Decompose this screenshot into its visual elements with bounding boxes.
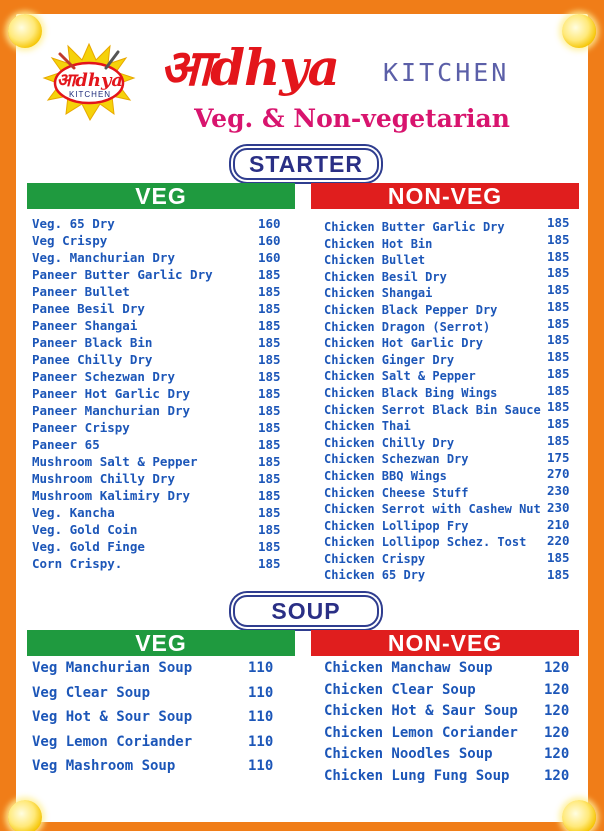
menu-item <box>324 452 564 469</box>
menu-item <box>32 454 284 471</box>
item-name: Chicken Crispy <box>324 551 426 566</box>
item-price: 160 <box>258 233 281 248</box>
item-name: Paneer Black Bin <box>32 335 153 350</box>
item-name: Chicken Black Bing Wings <box>324 385 498 400</box>
item-name: Paneer Crispy <box>32 420 130 435</box>
menu-item <box>32 685 284 710</box>
menu-item <box>32 660 284 685</box>
brand-name: आdhya <box>160 38 339 97</box>
menu-item <box>324 369 564 386</box>
item-price-row <box>547 249 577 266</box>
item-price: 220 <box>547 533 570 549</box>
menu-item <box>32 352 284 369</box>
item-price: 185 <box>258 522 281 537</box>
menu-item <box>32 471 284 488</box>
light-bulb-top-right <box>562 14 596 48</box>
light-bulb-top-left <box>8 14 42 48</box>
item-name: Veg. 65 Dry <box>32 216 115 231</box>
menu-item <box>324 535 564 552</box>
item-name: Chicken Manchaw Soup <box>324 660 493 676</box>
item-price: 175 <box>547 449 570 465</box>
menu-subtitle: Veg. & Non-vegetarian <box>194 104 510 133</box>
item-price-row <box>547 299 577 316</box>
item-name: Chicken Thai <box>324 419 411 434</box>
item-name: Chicken Salt & Pepper <box>324 369 476 384</box>
veg-header-soup: VEG <box>27 630 295 656</box>
item-price: 210 <box>547 516 570 532</box>
item-name: Paneer Schezwan Dry <box>32 369 175 384</box>
item-price: 185 <box>258 301 281 316</box>
nonveg-starter-prices <box>547 215 577 584</box>
item-name: Veg Crispy <box>32 233 108 248</box>
menu-item <box>32 539 284 556</box>
item-price-row <box>547 265 577 282</box>
item-name: Paneer Shangai <box>32 318 138 333</box>
menu-item <box>324 469 564 486</box>
menu-item <box>32 233 284 250</box>
item-name: Mushroom Salt & Pepper <box>32 454 198 469</box>
item-name: Panee Besil Dry <box>32 301 145 316</box>
item-name: Veg. Kancha <box>32 505 115 520</box>
item-name: Veg Clear Soup <box>32 684 151 701</box>
item-price-row <box>547 282 577 299</box>
item-price: 185 <box>258 505 281 520</box>
nonveg-soup-list <box>324 660 574 789</box>
item-price-row <box>547 550 577 567</box>
item-price: 120 <box>544 767 570 784</box>
menu-item <box>324 768 574 790</box>
menu-item <box>32 335 284 352</box>
item-name: Chicken Bullet <box>324 253 426 268</box>
item-price: 160 <box>258 216 281 231</box>
item-price: 185 <box>258 335 281 350</box>
item-price-row <box>547 500 577 517</box>
menu-item <box>324 660 574 682</box>
menu-item <box>32 709 284 734</box>
item-price: 110 <box>248 709 274 725</box>
menu-item <box>32 505 284 522</box>
item-price-row <box>547 416 577 433</box>
menu-item <box>32 488 284 505</box>
item-price: 185 <box>547 349 570 364</box>
nonveg-starter-names <box>324 220 564 585</box>
item-name: Chicken Hot Bin <box>324 236 433 251</box>
menu-item <box>324 552 564 569</box>
menu-item <box>324 320 564 337</box>
menu-item <box>324 270 564 287</box>
item-price: 185 <box>258 437 281 452</box>
menu-item <box>32 437 284 454</box>
menu-item <box>32 403 284 420</box>
brand-kitchen: KITCHEN <box>383 58 510 87</box>
item-price: 120 <box>544 746 570 762</box>
item-price: 185 <box>547 231 570 247</box>
section-title-soup: SOUP <box>233 595 379 627</box>
item-price: 185 <box>547 432 570 448</box>
item-price-row <box>547 483 577 500</box>
item-price-row <box>547 232 577 249</box>
item-name: Chicken 65 Dry <box>324 568 426 583</box>
menu-item <box>32 318 284 335</box>
item-price: 185 <box>258 352 281 367</box>
menu-item <box>324 403 564 420</box>
item-name: Panee Chilly Dry <box>32 352 153 367</box>
item-price: 230 <box>547 499 570 515</box>
item-price-row <box>547 450 577 467</box>
item-name: Paneer Butter Garlic Dry <box>32 267 213 282</box>
item-price-row <box>547 215 577 232</box>
item-name: Paneer Manchurian Dry <box>32 403 191 418</box>
menu-item <box>32 369 284 386</box>
item-price: 185 <box>258 454 281 469</box>
item-price: 185 <box>547 416 570 431</box>
logo-wordmark: आdhya <box>56 70 124 91</box>
item-price: 185 <box>547 550 570 565</box>
item-name: Mushroom Chilly Dry <box>32 471 175 486</box>
logo-subtext: KITCHEN <box>68 90 112 99</box>
item-price: 110 <box>248 684 274 701</box>
item-price: 185 <box>258 488 281 503</box>
item-name: Chicken Shangai <box>324 286 433 301</box>
nonveg-header-starter: NON-VEG <box>311 183 579 209</box>
menu-item <box>324 353 564 370</box>
item-price: 185 <box>547 332 570 348</box>
item-price: 160 <box>258 250 281 265</box>
item-name: Chicken Besil Dry <box>324 269 447 284</box>
item-name: Corn Crispy. <box>32 556 123 571</box>
menu-item <box>32 216 284 233</box>
item-price: 120 <box>544 724 570 741</box>
item-price: 185 <box>258 284 281 299</box>
menu-item <box>324 502 564 519</box>
item-price: 185 <box>258 318 281 333</box>
item-name: Chicken Lollipop Schez. Tost <box>324 535 527 550</box>
menu-item <box>324 486 564 503</box>
item-name: Chicken Schezwan Dry <box>324 452 469 467</box>
veg-soup-list <box>32 660 284 783</box>
menu-item <box>32 556 284 573</box>
item-name: Chicken Lollipop Fry <box>324 518 469 533</box>
menu-item <box>324 336 564 353</box>
item-name: Chicken Noodles Soup <box>324 746 493 762</box>
item-price: 110 <box>248 660 274 676</box>
menu-item <box>324 419 564 436</box>
item-name: Veg Mashroom Soup <box>32 758 176 774</box>
menu-item <box>324 725 574 747</box>
item-price: 185 <box>547 248 570 264</box>
menu-item <box>324 568 564 585</box>
item-name: Paneer Bullet <box>32 284 130 299</box>
item-name: Veg. Gold Finge <box>32 539 145 554</box>
menu-item <box>32 250 284 267</box>
light-bulb-bottom-right <box>562 800 596 831</box>
item-name: Veg Lemon Coriander <box>32 733 193 750</box>
item-price: 185 <box>547 215 570 230</box>
menu-item <box>32 284 284 301</box>
item-price: 185 <box>547 282 570 297</box>
item-name: Chicken Hot & Saur Soup <box>324 703 518 719</box>
item-price: 185 <box>547 265 570 281</box>
item-name: Chicken Cheese Stuff <box>324 485 469 500</box>
item-price: 120 <box>544 660 570 676</box>
item-name: Chicken Dragon (Serrot) <box>324 319 491 334</box>
menu-item <box>32 267 284 284</box>
menu-item <box>32 301 284 318</box>
menu-item <box>324 703 574 725</box>
item-price: 120 <box>544 703 570 719</box>
menu-item <box>32 386 284 403</box>
item-price: 185 <box>258 386 281 401</box>
item-name: Chicken Serrot with Cashew Nut <box>324 502 541 517</box>
item-price-row <box>547 466 577 483</box>
item-name: Chicken Serrot Black Bin Sauce <box>324 402 541 417</box>
item-name: Veg. Manchurian Dry <box>32 250 175 265</box>
menu-item <box>324 220 564 237</box>
item-price-row <box>547 383 577 400</box>
menu-item <box>324 682 574 704</box>
veg-header-starter: VEG <box>27 183 295 209</box>
item-price: 185 <box>258 267 281 282</box>
light-bulb-bottom-left <box>8 800 42 831</box>
item-price: 270 <box>547 466 570 482</box>
item-name: Chicken Butter Garlic Dry <box>324 220 505 234</box>
item-price: 185 <box>547 399 570 415</box>
item-name: Mushroom Kalimiry Dry <box>32 488 191 503</box>
item-name: Chicken BBQ Wings <box>324 468 447 483</box>
item-price: 185 <box>258 369 281 384</box>
menu-item <box>324 237 564 254</box>
item-name: Paneer Hot Garlic Dry <box>32 386 191 401</box>
item-price-row <box>547 349 577 366</box>
menu-item <box>32 734 284 759</box>
item-price: 185 <box>258 420 281 435</box>
veg-starter-list <box>32 216 284 573</box>
item-name: Chicken Lung Fung Soup <box>324 767 510 784</box>
item-name: Veg Hot & Sour Soup <box>32 709 193 725</box>
item-price: 185 <box>547 315 570 331</box>
menu-item <box>324 303 564 320</box>
item-price: 230 <box>547 483 570 498</box>
menu-item <box>32 420 284 437</box>
item-price-row <box>547 433 577 450</box>
menu-item <box>324 436 564 453</box>
item-price-row <box>547 332 577 349</box>
menu-item <box>324 286 564 303</box>
item-price: 185 <box>547 382 570 398</box>
item-price: 110 <box>248 758 274 774</box>
item-price-row <box>547 366 577 383</box>
item-price: 185 <box>547 566 570 582</box>
item-name: Chicken Hot Garlic Dry <box>324 336 483 351</box>
item-name: Chicken Chilly Dry <box>324 435 455 450</box>
item-price-row <box>547 567 577 584</box>
item-price-row <box>547 316 577 333</box>
menu-item <box>32 758 284 783</box>
item-name: Chicken Black Pepper Dry <box>324 302 498 317</box>
item-name: Veg Manchurian Soup <box>32 660 193 676</box>
section-title-starter: STARTER <box>233 148 379 180</box>
menu-item <box>324 253 564 270</box>
item-name: Chicken Clear Soup <box>324 681 476 698</box>
menu-item <box>32 522 284 539</box>
item-price: 185 <box>258 471 281 486</box>
item-price: 185 <box>547 365 570 381</box>
item-name: Paneer 65 <box>32 437 100 452</box>
item-price: 120 <box>544 681 570 698</box>
item-price: 185 <box>258 556 281 571</box>
item-price-row <box>547 399 577 416</box>
item-price: 185 <box>258 539 281 554</box>
item-price: 185 <box>547 298 570 314</box>
menu-item <box>324 519 564 536</box>
menu-item <box>324 746 574 768</box>
item-price: 110 <box>248 733 274 750</box>
item-price-row <box>547 533 577 550</box>
item-name: Veg. Gold Coin <box>32 522 138 537</box>
item-price-row <box>547 517 577 534</box>
menu-item <box>324 386 564 403</box>
item-name: Chicken Lemon Coriander <box>324 724 518 741</box>
item-price: 185 <box>258 403 281 418</box>
nonveg-header-soup: NON-VEG <box>311 630 579 656</box>
item-name: Chicken Ginger Dry <box>324 352 455 367</box>
